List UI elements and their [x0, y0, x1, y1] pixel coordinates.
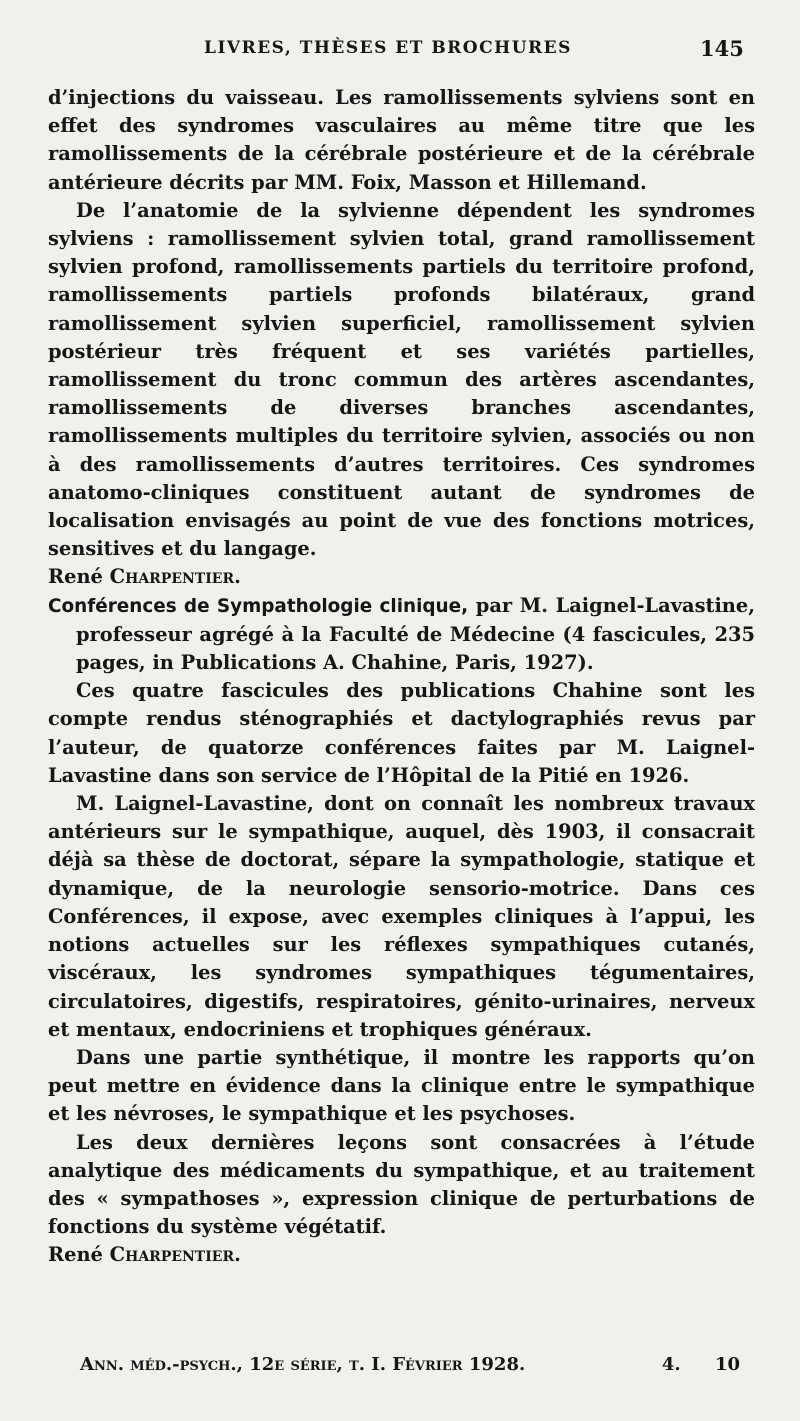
signature-surname: Charpentier. — [109, 1243, 241, 1267]
sheet-number: 10 — [714, 1354, 740, 1375]
paragraph: De l’anatomie de la sylvienne dépendent les syndromes sylviens : ramollissement sylvien total, grand ramollissement sylvien profond, ramollissements partiels du territoire profond, ramollissements partiels profonds bilatéraux, grand ramollissement sylvien superficiel, ramollissement sylvien postérieur très fréquent et ses variétés partielles, ramollissement du tronc commun des artères ascendantes, ramollissements de diverses branches ascendantes, ramollissements multiples du territoire sylvien, associés ou non à des ramollissements d’autres territoires. Ces syndromes anatomo-cliniques constituent autant de syndromes de localisation envisagés au point de vue des fonctions motrices, sensitives et du langage. — [48, 198, 755, 561]
signature-marks — [634, 1354, 740, 1375]
signature-mark: 4. — [661, 1354, 681, 1375]
page-footer — [80, 1354, 740, 1384]
paragraph: Dans une partie synthétique, il montre les rapports qu’on peut mettre en évidence dans la clinique entre le sympathique et les névroses, le sympathique et les psychoses. — [48, 1045, 755, 1126]
signature-first-name: René — [48, 565, 103, 589]
running-head — [0, 38, 800, 68]
review-signature — [48, 563, 755, 591]
paragraph: d’injections du vaisseau. Les ramollissements sylviens sont en effet des syndromes vasculaires au même titre que les ramollissements de la cérébrale postérieure et de la cérébrale antérieure décrits par MM. Foix, Masson et Hillemand. — [48, 86, 755, 194]
book-byline: par M. Laignel-Lavastine, professeur agrégé à la Faculté de Médecine (4 fascicules, 235 pages, in Publications A. Chahine, Paris, 1927). — [76, 593, 755, 675]
paragraph: Les deux dernières leçons sont consacrées à l’étude analytique des médicaments du sympathique, et au traitement des « sympathoses », expression clinique de perturbations de fonctions du système végétatif. — [48, 1130, 755, 1239]
review-heading — [48, 592, 755, 678]
journal-reference: Ann. méd.-psych., 12e série, t. I. Février 1928. — [80, 1354, 526, 1375]
book-title: Conférences de Sympathologie clinique, — [48, 595, 469, 617]
paragraph: Ces quatre fascicules des publications Chahine sont les compte rendus sténographiés et dactylographiés revus par l’auteur, de quatorze conférences faites par M. Laignel-Lavastine dans son service de l’Hôpital de la Pitié en 1926. — [48, 679, 755, 787]
review-signature — [48, 1241, 755, 1269]
signature-surname: Charpentier. — [109, 565, 241, 589]
signature-first-name: René — [48, 1243, 103, 1267]
page-number: 145 — [700, 36, 744, 61]
paragraph: M. Laignel-Lavastine, dont on connaît les nombreux travaux antérieurs sur le sympathique, auquel, dès 1903, il consacrait déjà sa thèse de doctorat, sépare la sympathologie, statique et dynamique, de la neurologie sensorio-motrice. Dans ces Conférences, il expose, avec exemples cliniques à l’appui, les notions actuelles sur les réflexes sympathiques cutanés, viscéraux, les syndromes sympathiques tégumentaires, circulatoires, digestifs, respiratoires, génito-urinaires, nerveux et mentaux, endocriniens et trophiques généraux. — [48, 792, 755, 1041]
running-head-title: LIVRES, THÈSES ET BROCHURES — [204, 38, 572, 58]
page-body — [48, 84, 755, 1270]
